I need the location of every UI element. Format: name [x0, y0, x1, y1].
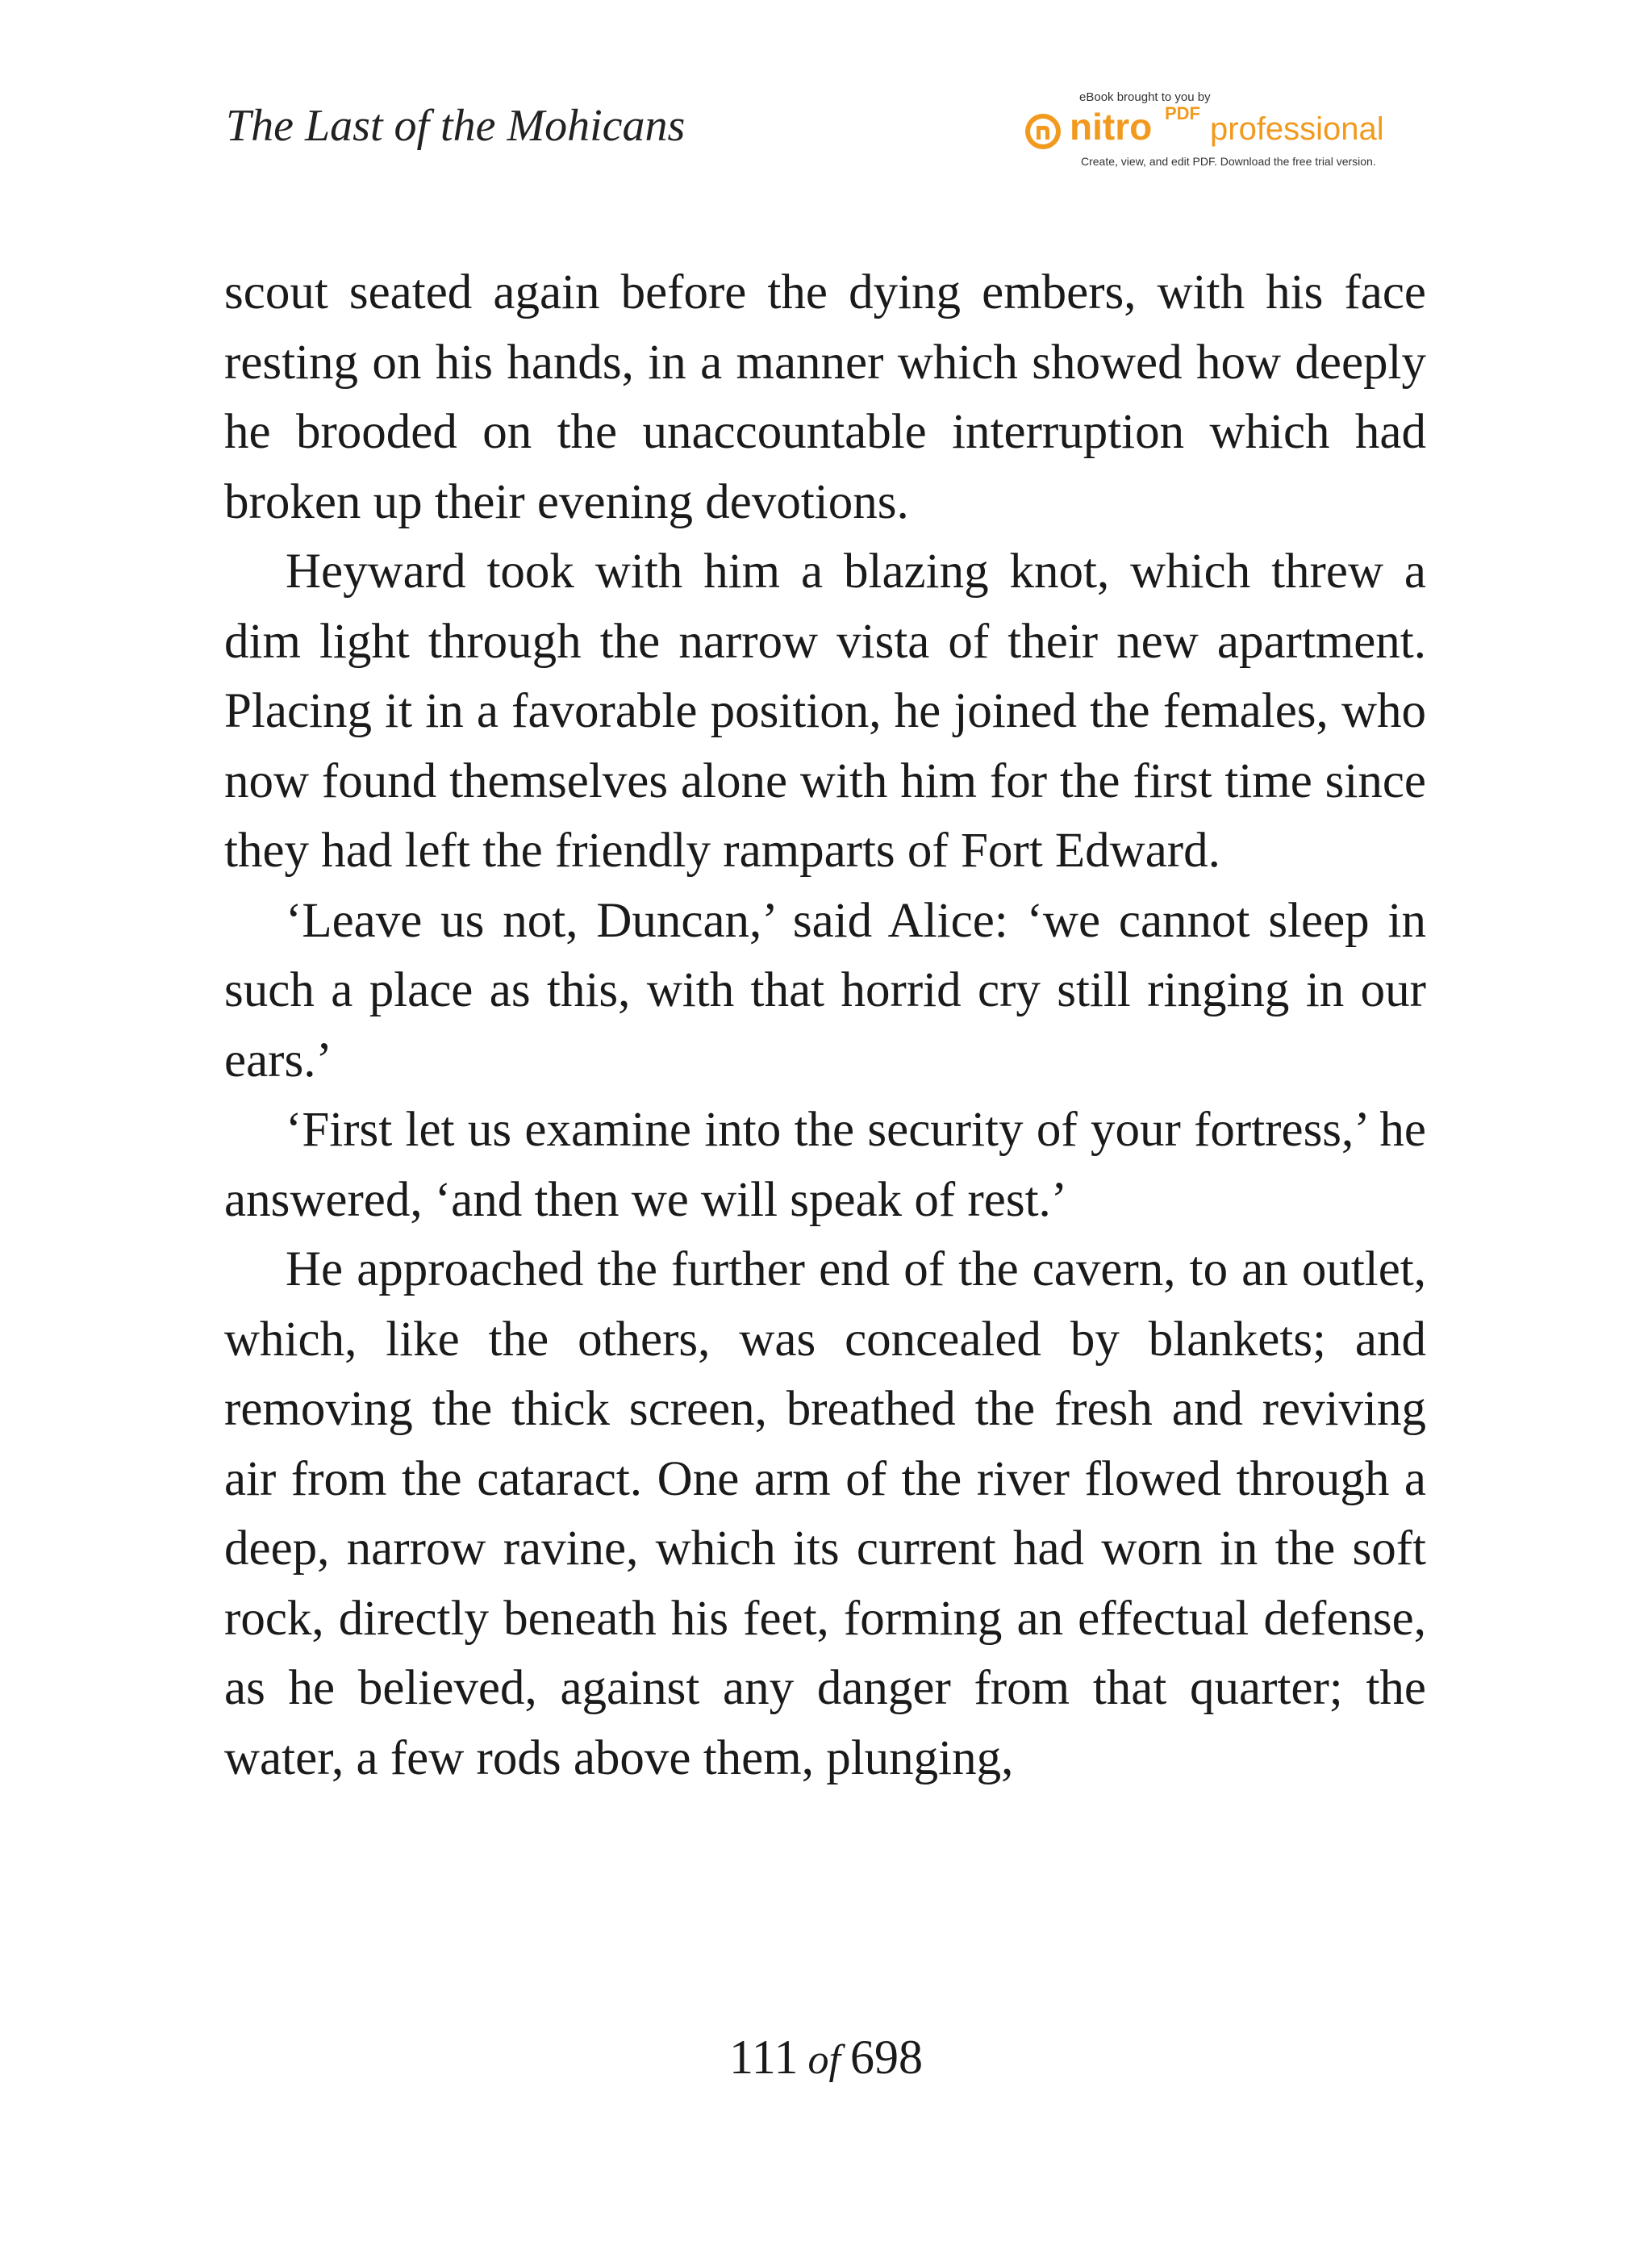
paragraph: ‘First let us examine into the security of your fortress,’ he answered, ‘and then we will speak of rest.’	[224, 1103, 1426, 1227]
paragraph: He approached the further end of the cavern, to an outlet, which, like the others, was concealed by blankets; and removing the thick screen, breathed the fresh and reviving air from the cataract. One arm of the river flowed through a deep, narrow ravine, which its current had worn in the soft rock, directly beneath his feet, forming an effectual defense, as he believed, against any danger from that quarter; the water, a few rods above them, plunging,	[224, 1242, 1426, 1785]
ad-edition: professional	[1210, 111, 1384, 147]
total-pages: 698	[850, 2031, 923, 2084]
ad-tagline: eBook brought to you by	[1079, 90, 1211, 104]
nitro-logo-icon	[1023, 111, 1063, 152]
paragraph: Heyward took with him a blazing knot, which threw a dim light through the narrow vista of their new apartment. Placing it in a favorable position, he joined the females, who now found themselves alone with him for the first time since they had left the friendly ramparts of Fort Edward.	[224, 545, 1426, 878]
body-text	[224, 258, 1426, 1793]
ad-subline: Create, view, and edit PDF. Download the free trial version.	[1081, 155, 1376, 168]
paragraph: scout seated again before the dying embers, with his face resting on his hands, in a manner which showed how deeply he brooded on the unaccountable interruption which had broken up their evening devotions.	[224, 265, 1426, 529]
of-label: of	[807, 2037, 841, 2083]
ad-pdf-mark: PDF	[1165, 103, 1200, 123]
page-number	[0, 2031, 1652, 2084]
current-page: 111	[729, 2031, 799, 2084]
paragraph: ‘Leave us not, Duncan,’ said Alice: ‘we cannot sleep in such a place as this, with that horrid cry still ringing in our ears.’	[224, 893, 1426, 1087]
running-title: The Last of the Mohicans	[226, 101, 686, 151]
ad-banner[interactable]	[1023, 90, 1426, 175]
ad-brand: nitro	[1070, 106, 1153, 148]
